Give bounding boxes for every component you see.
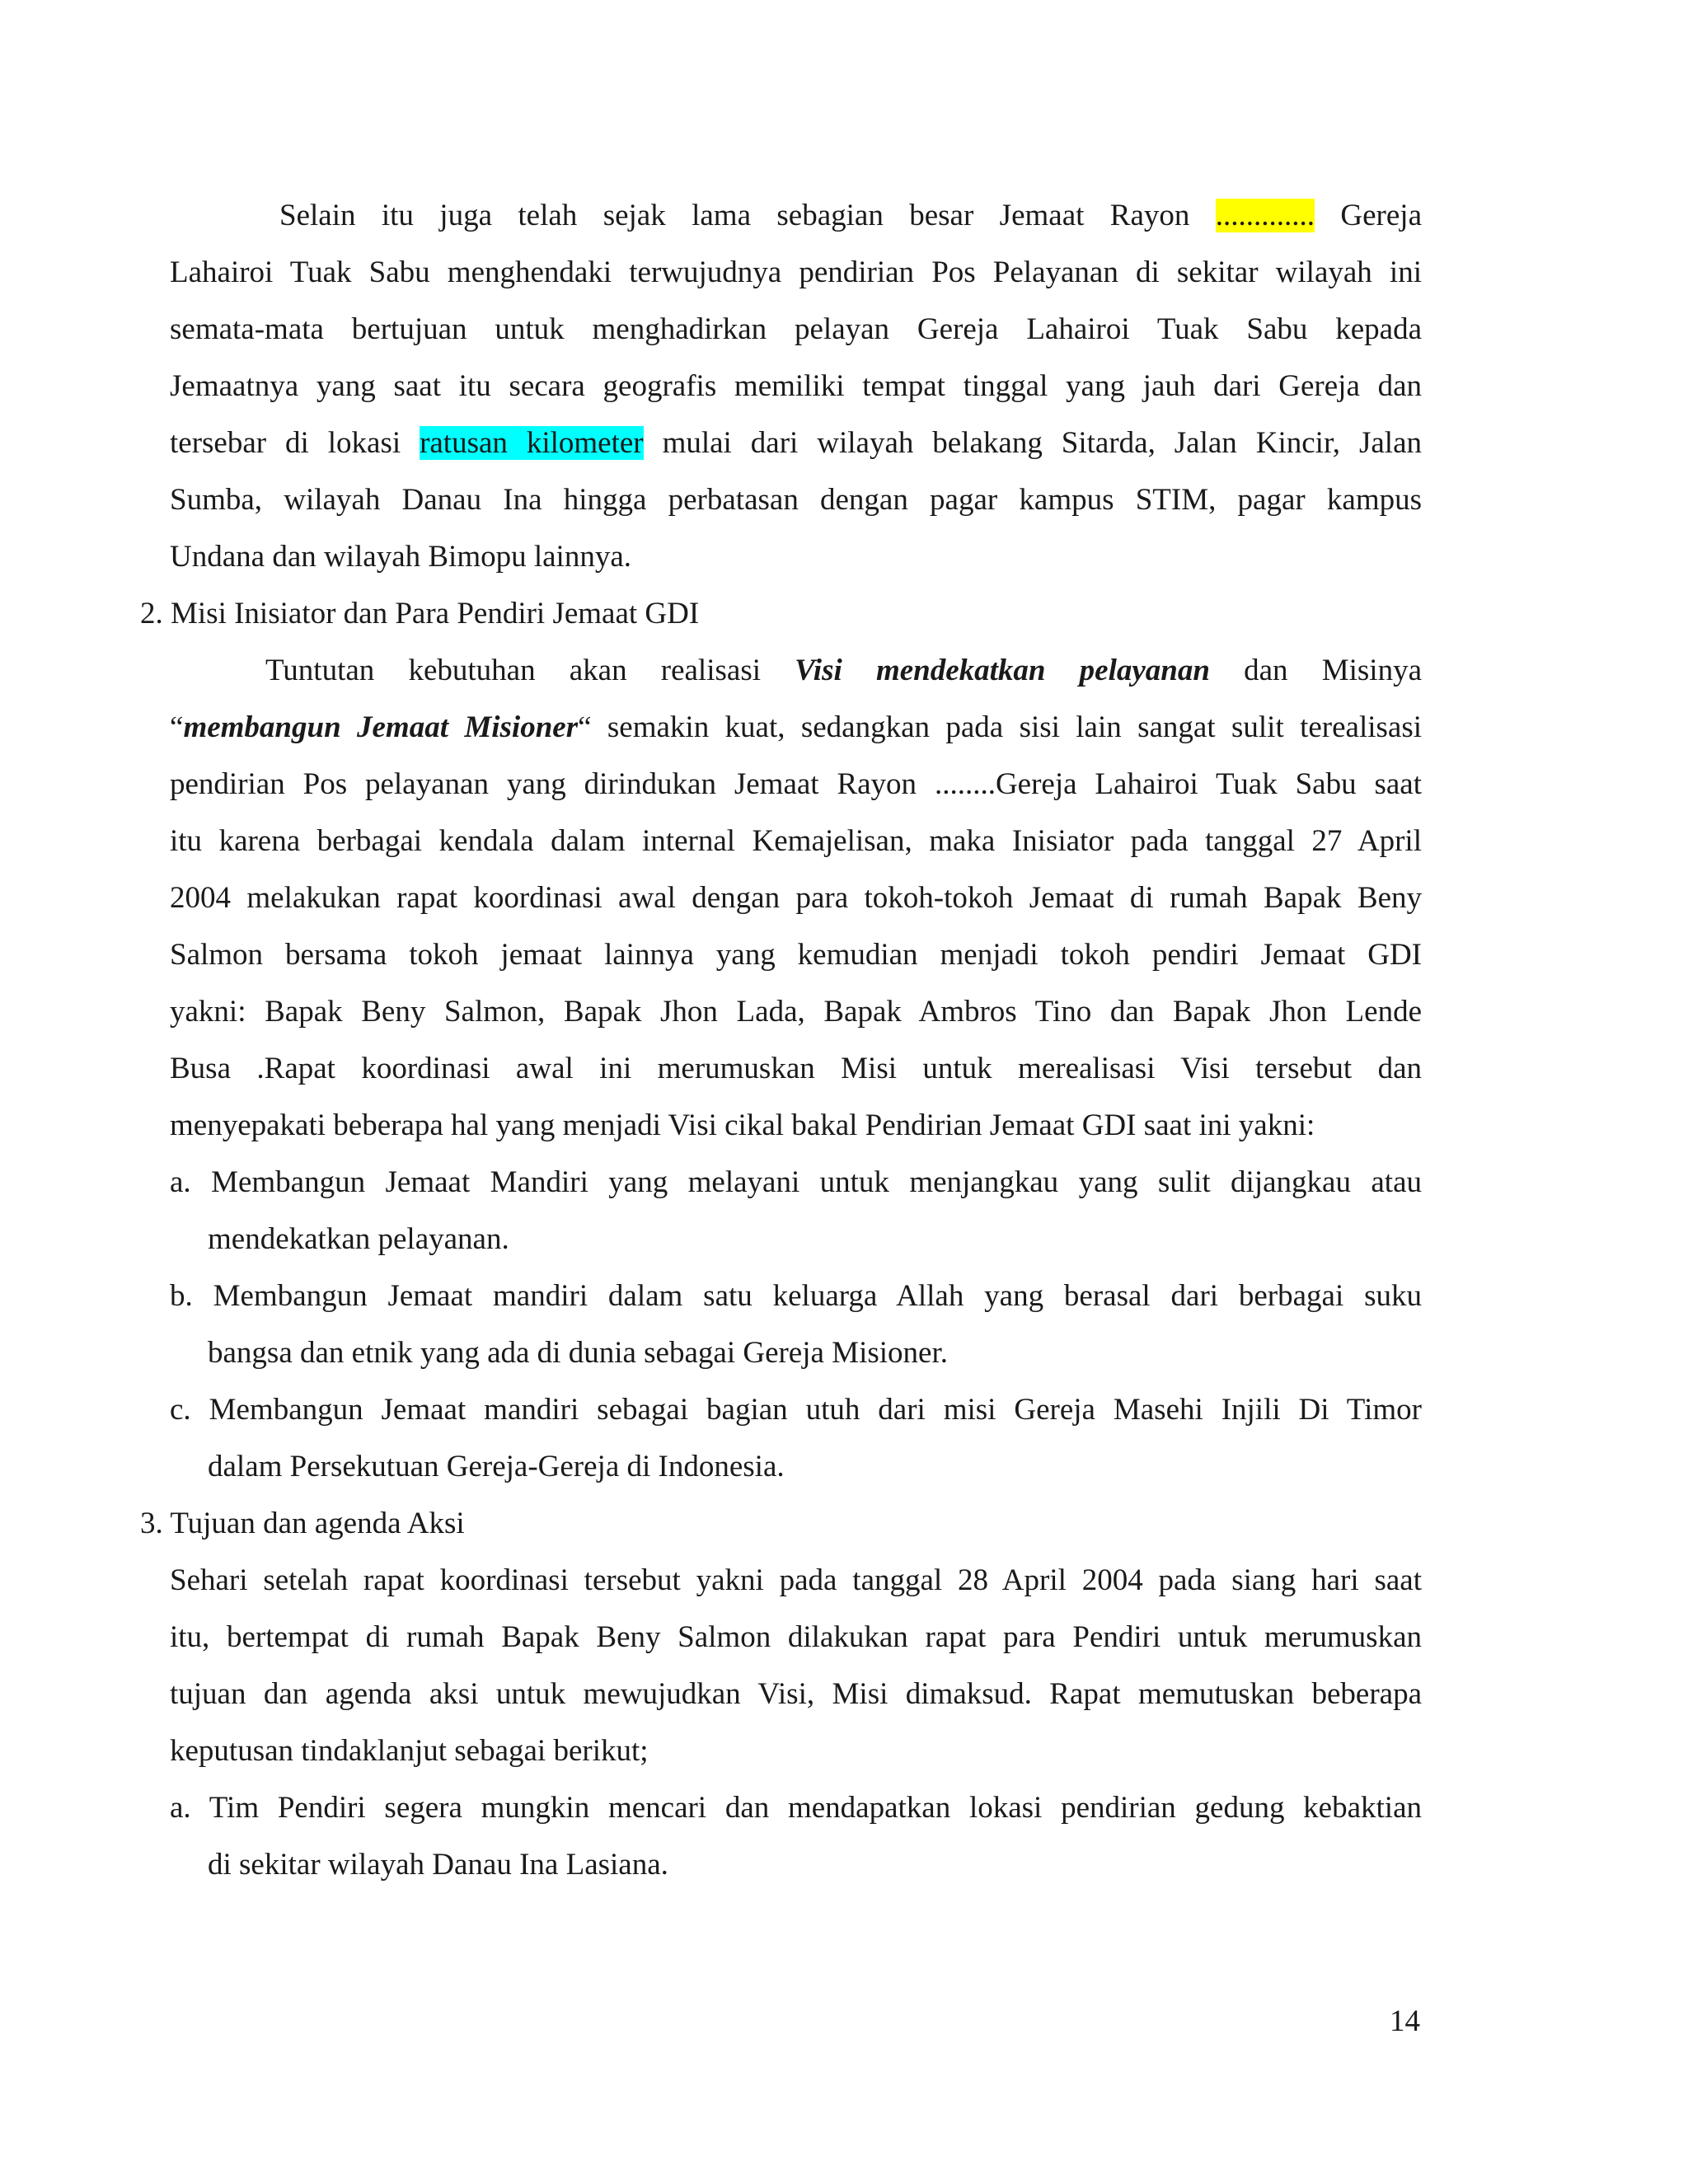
paragraph-line: yakni: Bapak Beny Salmon, Bapak Jhon Lada, Bapak Ambros Tino dan Bapak Jhon Lende (170, 995, 1422, 1029)
paragraph-line (170, 424, 1422, 462)
paragraph-line: Jemaatnya yang saat itu secara geografis memiliki tempat tinggal yang jauh dari Gereja dan (170, 369, 1422, 403)
list-item-continuation: dalam Persekutuan Gereja-Gereja di Indonesia. (208, 1450, 785, 1483)
emphasized-phrase: membangun Jemaat Misioner (183, 710, 579, 744)
paragraph-line: Busa .Rapat koordinasi awal ini merumuskan Misi untuk merealisasi Visi tersebut dan (170, 1052, 1422, 1085)
paragraph-line: Lahairoi Tuak Sabu menghendaki terwujudnya pendirian Pos Pelayanan di sekitar wilayah ini (170, 255, 1422, 289)
paragraph-line: itu karena berbagai kendala dalam internal Kemajelisan, maka Inisiator pada tanggal 27 April (170, 824, 1422, 858)
text-segment: mulai dari wilayah belakang Sitarda, Jalan Kincir, Jalan (643, 426, 1422, 460)
list-item: a. Membangun Jemaat Mandiri yang melayani untuk menjangkau yang sulit dijangkau atau (170, 1165, 1422, 1199)
list-item-continuation: bangsa dan etnik yang ada di dunia sebagai Gereja Misioner. (208, 1336, 948, 1370)
text-segment: Selain itu juga telah sejak lama sebagian besar Jemaat Rayon (279, 199, 1216, 232)
page-number: 14 (1390, 2004, 1420, 2038)
list-item-continuation: di sekitar wilayah Danau Ina Lasiana. (208, 1848, 668, 1882)
text-segment: dan Misinya (1209, 654, 1422, 687)
paragraph-line (279, 197, 1422, 234)
text-segment: tersebar di lokasi (170, 426, 420, 460)
paragraph-line: itu, bertempat di rumah Bapak Beny Salmon dilakukan rapat para Pendiri untuk merumuskan (170, 1620, 1422, 1654)
paragraph-line (265, 652, 1422, 689)
text-segment: Tuntutan kebutuhan akan realisasi (265, 654, 795, 687)
emphasized-phrase: Visi mendekatkan pelayanan (795, 654, 1210, 687)
paragraph-line: semata-mata bertujuan untuk menghadirkan pelayan Gereja Lahairoi Tuak Sabu kepada (170, 312, 1422, 346)
text-segment: “ semakin kuat, sedangkan pada sisi lain sangat sulit terealisasi (578, 710, 1423, 744)
list-item-continuation: mendekatkan pelayanan. (208, 1222, 509, 1256)
highlighted-placeholder: ............. (1215, 199, 1315, 232)
paragraph-line: Undana dan wilayah Bimopu lainnya. (170, 540, 632, 574)
paragraph-line: tujuan dan agenda aksi untuk mewujudkan Visi, Misi dimaksud. Rapat memutuskan beberapa (170, 1677, 1422, 1711)
paragraph-line: keputusan tindaklanjut sebagai berikut; (170, 1734, 649, 1768)
paragraph-line: 2004 melakukan rapat koordinasi awal dengan para tokoh-tokoh Jemaat di rumah Bapak Beny (170, 881, 1422, 915)
highlighted-phrase: ratusan kilometer (420, 426, 644, 460)
paragraph-line: Sehari setelah rapat koordinasi tersebut yakni pada tanggal 28 April 2004 pada siang hari saat (170, 1563, 1422, 1597)
section-heading: 2. Misi Inisiator dan Para Pendiri Jemaat GDI (140, 597, 700, 630)
list-item: a. Tim Pendiri segera mungkin mencari dan mendapatkan lokasi pendirian gedung kebaktian (170, 1791, 1422, 1825)
text-segment: “ (170, 710, 184, 744)
paragraph-line: Salmon bersama tokoh jemaat lainnya yang kemudian menjadi tokoh pendiri Jemaat GDI (170, 938, 1422, 972)
paragraph-line: pendirian Pos pelayanan yang dirindukan Jemaat Rayon ........Gereja Lahairoi Tuak Sabu saat (170, 767, 1422, 801)
list-item: c. Membangun Jemaat mandiri sebagai bagian utuh dari misi Gereja Masehi Injili Di Timor (170, 1393, 1422, 1427)
paragraph-line: menyepakati beberapa hal yang menjadi Visi cikal bakal Pendirian Jemaat GDI saat ini yakni: (170, 1108, 1315, 1142)
text-segment: Gereja (1315, 199, 1422, 232)
paragraph-line (170, 709, 1422, 746)
paragraph-line: Sumba, wilayah Danau Ina hingga perbatasan dengan pagar kampus STIM, pagar kampus (170, 483, 1422, 517)
section-heading: 3. Tujuan dan agenda Aksi (140, 1507, 465, 1540)
list-item: b. Membangun Jemaat mandiri dalam satu keluarga Allah yang berasal dari berbagai suku (170, 1279, 1422, 1313)
